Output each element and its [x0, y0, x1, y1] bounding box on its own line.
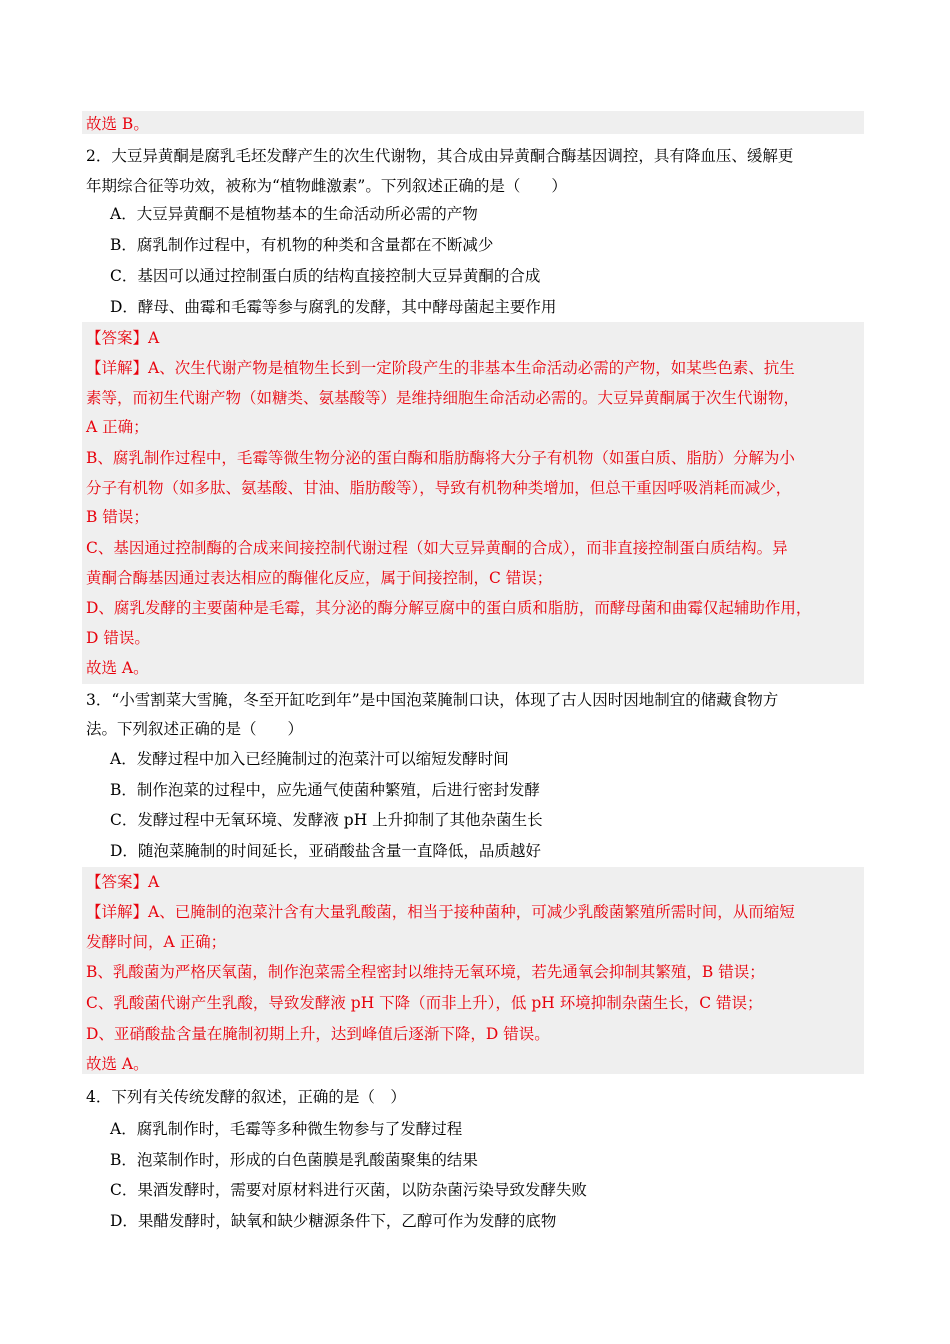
- q3-option-b: B．制作泡菜的过程中，应先通气使菌种繁殖，后进行密封发酵: [110, 781, 540, 799]
- q3-stem-line-1: 3．“小雪割菜大雪腌，冬至开缸吃到年”是中国泡菜腌制口诀，体现了古人因时因地制宜的储藏食物方: [86, 691, 779, 709]
- q2-detail-line-1: 【详解】A、次生代谢产物是植物生长到一定阶段产生的非基本生命活动必需的产物，如某些色素、抗生: [86, 359, 795, 377]
- q2-detail-line-2: 素等，而初生代谢产物（如糖类、氨基酸等）是维持细胞生命活动必需的。大豆异黄酮属于次生代谢物，: [86, 389, 800, 407]
- q2-detail-line-3: A 正确；: [86, 418, 149, 436]
- q2-answer: 【答案】A: [86, 329, 160, 347]
- q3-option-c: C．发酵过程中无氧环境、发酵液 pH 上升抑制了其他杂菌生长: [110, 811, 543, 829]
- q2-option-a: A．大豆异黄酮不是植物基本的生命活动所必需的产物: [110, 205, 478, 223]
- q2-option-b: B．腐乳制作过程中，有机物的种类和含量都在不断减少: [110, 236, 494, 254]
- q3-conclusion: 故选 A。: [86, 1055, 149, 1073]
- q2-stem-line-2: 年期综合征等功效，被称为“植物雌激素”。下列叙述正确的是（ ）: [86, 177, 567, 195]
- q4-option-b: B．泡菜制作时，形成的白色菌膜是乳酸菌聚集的结果: [110, 1151, 478, 1169]
- prev-conclusion: 故选 B。: [86, 115, 149, 133]
- q2-option-d: D．酵母、曲霉和毛霉等参与腐乳的发酵，其中酵母菌起主要作用: [110, 298, 557, 316]
- q3-detail-line-1: 【详解】A、已腌制的泡菜汁含有大量乳酸菌，相当于接种菌种，可减少乳酸菌繁殖所需时间，从而缩短: [86, 903, 795, 921]
- q3-option-d: D．随泡菜腌制的时间延长，亚硝酸盐含量一直降低，品质越好: [110, 842, 541, 860]
- q4-stem: 4．下列有关传统发酵的叙述，正确的是（ ）: [86, 1088, 406, 1106]
- q2-detail-line-5: 分子有机物（如多肽、氨基酸、甘油、脂肪酸等），导致有机物种类增加，但总干重因呼吸消耗而减少，: [86, 479, 792, 497]
- q3-detail-line-2: 发酵时间，A 正确；: [86, 933, 227, 951]
- q3-answer: 【答案】A: [86, 873, 160, 891]
- q2-conclusion: 故选 A。: [86, 659, 149, 677]
- q3-detail-line-3: B、乳酸菌为严格厌氧菌，制作泡菜需全程密封以维持无氧环境，若先通氧会抑制其繁殖，B 错误；: [86, 963, 765, 981]
- q2-option-c: C．基因可以通过控制蛋白质的结构直接控制大豆异黄酮的合成: [110, 267, 541, 285]
- q3-stem-line-2: 法。下列叙述正确的是（ ）: [86, 720, 304, 738]
- q4-option-c: C．果酒发酵时，需要对原材料进行灭菌，以防杂菌污染导致发酵失败: [110, 1181, 587, 1199]
- q4-option-a: A．腐乳制作时，毛霉等多种微生物参与了发酵过程: [110, 1120, 463, 1138]
- q3-detail-line-5: D、亚硝酸盐含量在腌制初期上升，达到峰值后逐渐下降，D 错误。: [86, 1025, 550, 1043]
- q2-stem-line-1: 2．大豆异黄酮是腐乳毛坯发酵产生的次生代谢物，其合成由异黄酮合酶基因调控，具有降血压、缓解更: [86, 147, 794, 165]
- q2-detail-line-6: B 错误；: [86, 508, 149, 526]
- q2-detail-line-10: D 错误。: [86, 629, 150, 647]
- q3-detail-line-4: C、乳酸菌代谢产生乳酸，导致发酵液 pH 下降（而非上升），低 pH 环境抑制杂菌生长，C 错误；: [86, 994, 763, 1012]
- q2-detail-line-7: C、基因通过控制酶的合成来间接控制代谢过程（如大豆异黄酮的合成），而非直接控制蛋白质结构。异: [86, 539, 788, 557]
- q3-option-a: A．发酵过程中加入已经腌制过的泡菜汁可以缩短发酵时间: [110, 750, 509, 768]
- q2-detail-line-9: D、腐乳发酵的主要菌种是毛霉，其分泌的酶分解豆腐中的蛋白质和脂肪，而酵母菌和曲霉仅起辅助作用，: [86, 599, 812, 617]
- q4-option-d: D．果醋发酵时，缺氧和缺少糖源条件下，乙醇可作为发酵的底物: [110, 1212, 557, 1230]
- q2-detail-line-8: 黄酮合酶基因通过表达相应的酶催化反应，属于间接控制，C 错误；: [86, 569, 553, 587]
- q2-detail-line-4: B、腐乳制作过程中，毛霉等微生物分泌的蛋白酶和脂肪酶将大分子有机物（如蛋白质、脂肪）分解为小: [86, 449, 795, 467]
